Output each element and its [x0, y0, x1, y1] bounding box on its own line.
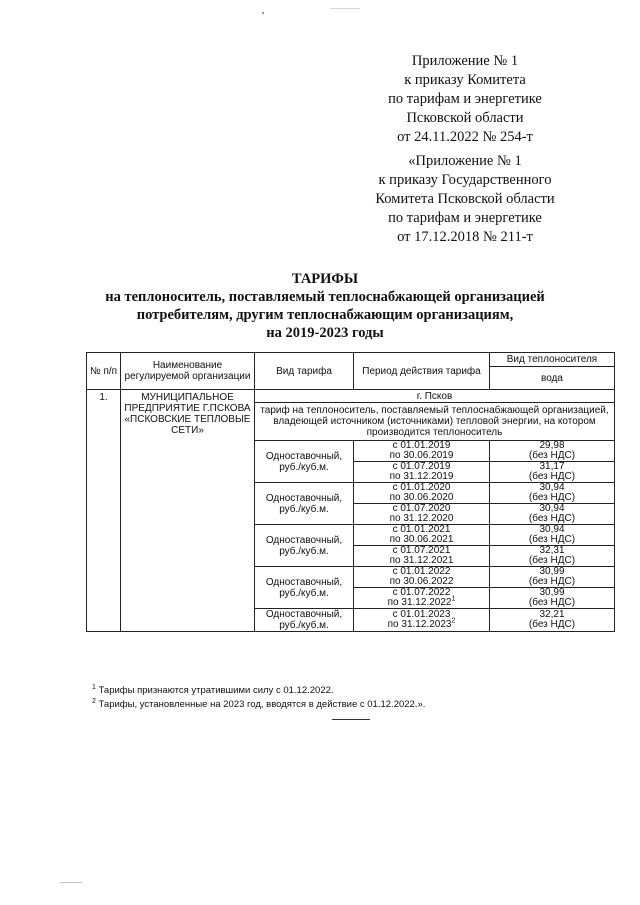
appendix-line: по тарифам и энергетике [388, 210, 542, 226]
period-to-text: по 31.12.2023 [387, 619, 452, 630]
tariff-value: 30,94 [539, 524, 565, 535]
closing-rule [332, 719, 370, 720]
tariff-value: 30,94 [539, 482, 565, 493]
value-cell [490, 588, 615, 609]
tariff-value: 30,99 [539, 566, 565, 577]
tariff-value: 31,17 [539, 461, 565, 472]
vat-note: (без НДС) [528, 471, 576, 482]
tariff-type-cell: Одноставочный, руб./куб.м. [255, 441, 354, 483]
header-water: вода [490, 367, 615, 390]
vat-note: (без НДС) [528, 534, 576, 545]
tariff-value: 32,31 [539, 545, 565, 556]
value-cell [490, 504, 615, 525]
value-cell [490, 483, 615, 504]
header-num: № п/п [87, 353, 121, 390]
appendix-line: от 17.12.2018 № 211-т [397, 229, 533, 245]
vat-note: (без НДС) [528, 513, 576, 524]
period-cell [354, 441, 490, 462]
period-from: с 01.07.2022 [392, 587, 451, 598]
scan-speck [262, 12, 264, 14]
period-from: с 01.01.2021 [392, 524, 451, 535]
header-period: Период действия тарифа [354, 353, 490, 390]
title-line: на 2019-2023 годы [266, 325, 384, 341]
table-header-row [87, 353, 615, 367]
vat-note: (без НДС) [528, 492, 576, 503]
period-cell [354, 525, 490, 546]
appendix-line: Приложение № 1 [411, 53, 519, 69]
tariff-value: 29,98 [539, 440, 565, 451]
period-cell [354, 504, 490, 525]
document-title [90, 270, 560, 342]
period-to [356, 595, 487, 608]
footnote-mark: 1 [92, 683, 96, 691]
period-to [356, 617, 487, 630]
period-to: по 31.12.2020 [389, 513, 454, 524]
period-from: с 01.07.2020 [392, 503, 451, 514]
value-cell [490, 441, 615, 462]
period-cell [354, 609, 490, 632]
appendix-line: «Приложение № 1 [408, 153, 522, 169]
period-to: по 30.06.2019 [389, 450, 454, 461]
vat-note: (без НДС) [528, 619, 576, 630]
title-line: на теплоноситель, поставляемый теплоснабжающей организацией [105, 289, 545, 305]
city-cell: г. Псков [255, 390, 615, 403]
footnote [92, 698, 612, 712]
vat-note: (без НДС) [528, 450, 576, 461]
period-from: с 01.01.2020 [392, 482, 451, 493]
row-number: 1. [87, 390, 121, 632]
period-to: по 30.06.2021 [389, 534, 454, 545]
tariff-value: 30,94 [539, 503, 565, 514]
tariff-type-cell: Одноставочный, руб./куб.м. [255, 483, 354, 525]
period-cell [354, 546, 490, 567]
header-org: Наименование регулируемой организации [121, 353, 255, 390]
value-cell [490, 462, 615, 483]
tariff-value: 30,99 [539, 587, 565, 598]
title-line: потребителям, другим теплоснабжающим организациям, [136, 307, 514, 323]
value-cell [490, 609, 615, 632]
footnote-marker: 2 [451, 617, 456, 625]
scan-speck [60, 882, 82, 883]
period-from: с 01.01.2019 [392, 440, 451, 451]
value-cell [490, 567, 615, 588]
period-from: с 01.01.2023 [392, 609, 451, 620]
vat-note: (без НДС) [528, 576, 576, 587]
period-cell [354, 462, 490, 483]
period-cell [354, 588, 490, 609]
period-cell [354, 483, 490, 504]
tariff-value: 32,21 [539, 609, 565, 620]
header-carrier: Вид теплоносителя [490, 353, 615, 367]
appendix-line: по тарифам и энергетике [388, 91, 542, 107]
period-from: с 01.01.2022 [392, 566, 451, 577]
header-tariff-type: Вид тарифа [255, 353, 354, 390]
period-to: по 30.06.2022 [389, 576, 454, 587]
period-to: по 31.12.2019 [389, 471, 454, 482]
period-to: по 31.12.2021 [389, 555, 454, 566]
footnote-text: Тарифы, установленные на 2023 год, вводятся в действие с 01.12.2022.». [95, 699, 426, 710]
title-heading: ТАРИФЫ [291, 271, 359, 287]
footnote [92, 684, 612, 698]
value-cell [490, 525, 615, 546]
appendix-line: Псковской области [406, 110, 524, 126]
tariff-type-cell: Одноставочный, руб./куб.м. [255, 525, 354, 567]
period-to: по 30.06.2020 [389, 492, 454, 503]
vat-note: (без НДС) [528, 597, 576, 608]
period-to-text: по 31.12.2022 [387, 597, 452, 608]
appendix-line: от 24.11.2022 № 254-т [397, 129, 533, 145]
tariff-table [86, 352, 615, 632]
footnote-mark: 2 [92, 697, 96, 705]
footnote-text: Тарифы признаются утратившими силу с 01.12.2022. [95, 685, 334, 696]
table-row [87, 390, 615, 403]
vat-note: (без НДС) [528, 555, 576, 566]
appendix-line: Комитета Псковской области [375, 191, 555, 207]
scan-speck [330, 8, 360, 9]
tariff-type-cell: Одноставочный, руб./куб.м. [255, 609, 354, 632]
period-from: с 01.07.2019 [392, 461, 451, 472]
appendix-reference-original [360, 152, 570, 247]
value-cell [490, 546, 615, 567]
footnote-marker: 1 [451, 595, 456, 603]
appendix-line: к приказу Государственного [378, 172, 552, 188]
tariff-description: тариф на теплоноситель, поставляемый теплоснабжающей организацией, владеющей источником (источниками) тепловой энергии, на котором производится теплоноситель [255, 403, 615, 441]
period-cell [354, 567, 490, 588]
organization-name: МУНИЦИПАЛЬНОЕ ПРЕДПРИЯТИЕ Г.ПСКОВА «ПСКОВСКИЕ ТЕПЛОВЫЕ СЕТИ» [121, 390, 255, 632]
footnotes [92, 684, 612, 712]
appendix-reference-current [360, 52, 570, 147]
period-from: с 01.07.2021 [392, 545, 451, 556]
appendix-line: к приказу Комитета [404, 72, 526, 88]
tariff-type-cell: Одноставочный, руб./куб.м. [255, 567, 354, 609]
